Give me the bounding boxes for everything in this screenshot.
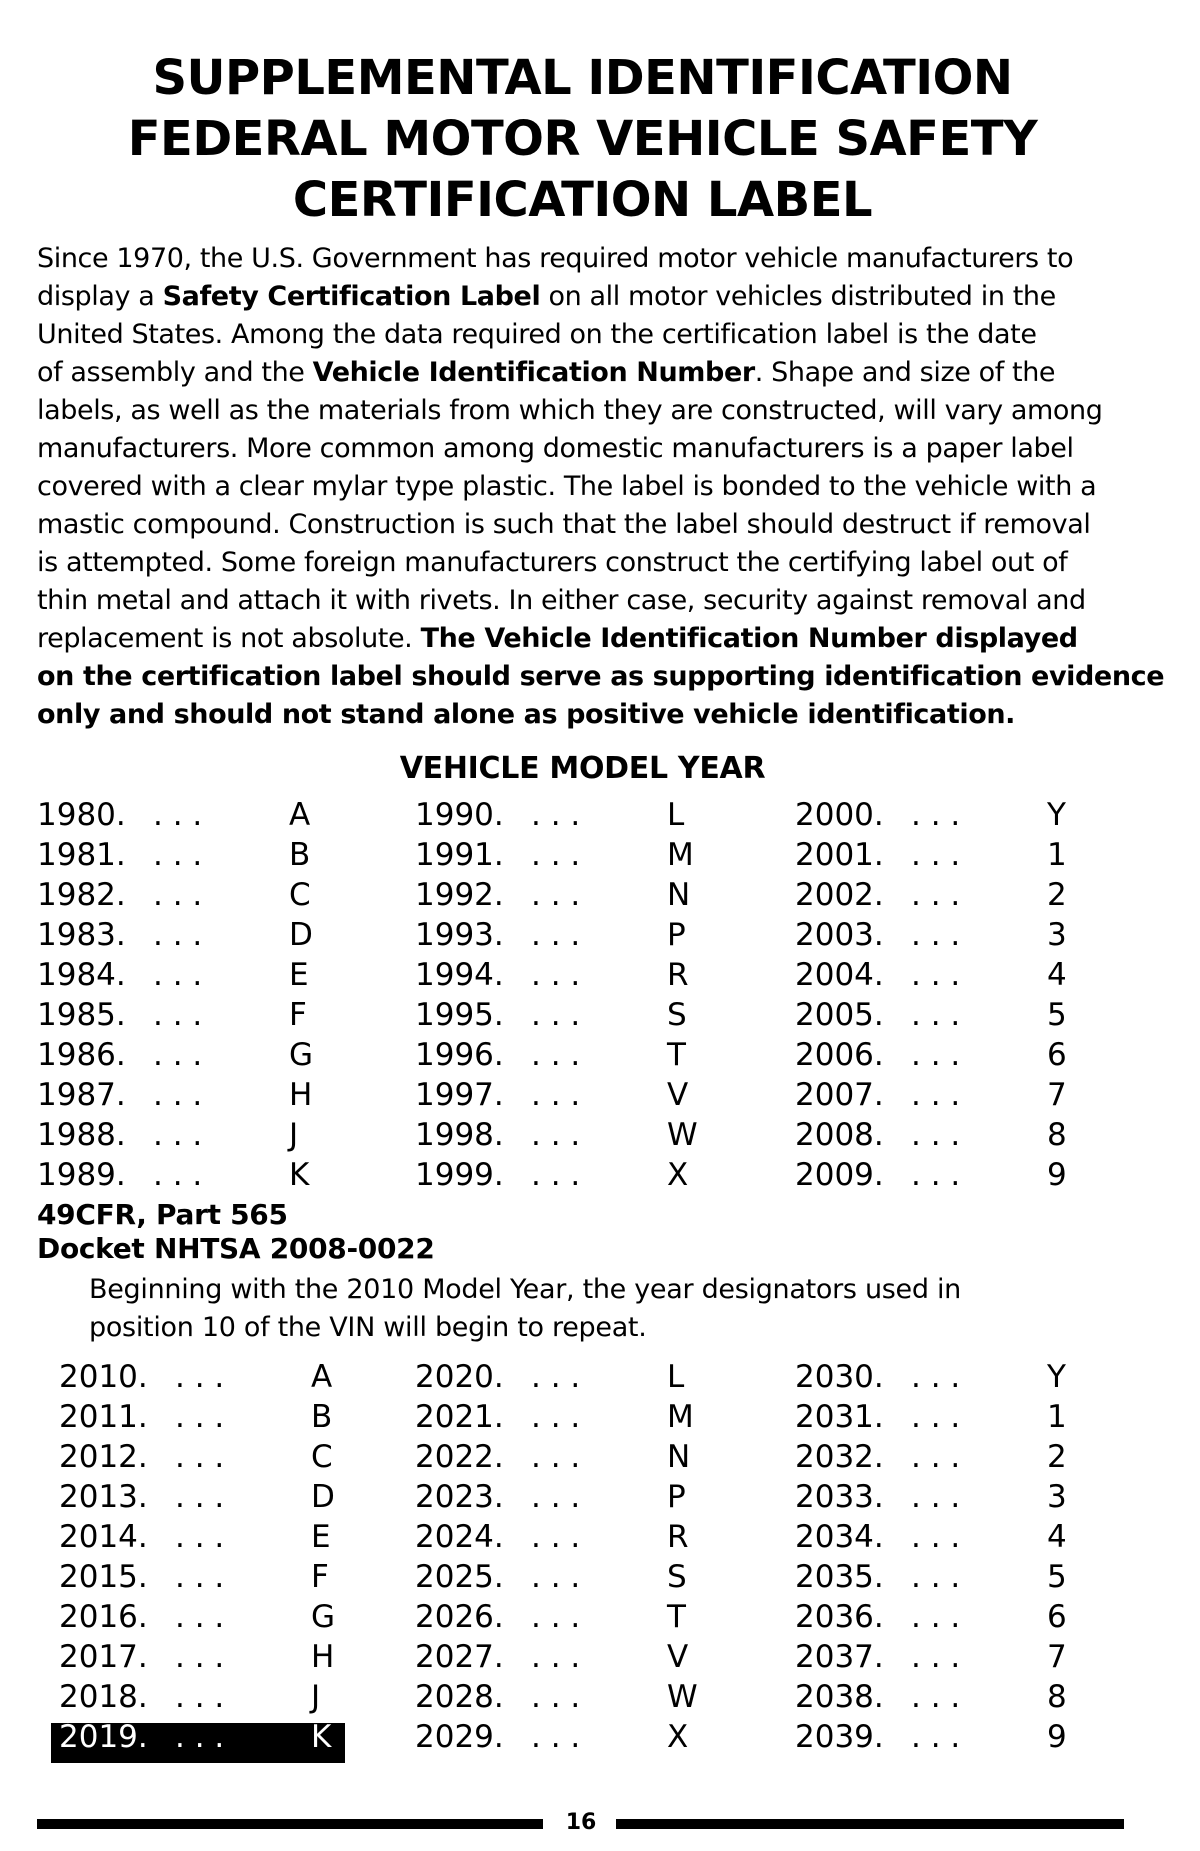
vin-year-code: K (311, 1719, 332, 1755)
section-heading: VEHICLE MODEL YEAR (399, 751, 766, 786)
leader-dots: . . . (175, 1559, 225, 1595)
model-year: 1989. (37, 1157, 126, 1193)
year-row (795, 915, 1067, 955)
model-year: 2016. (59, 1599, 148, 1635)
year-column (795, 795, 1067, 1195)
vin-year-code: R (667, 1519, 689, 1555)
intro-text: . Shape and size of the (754, 357, 1056, 388)
year-column (795, 1357, 1067, 1757)
year-column (415, 795, 698, 1195)
model-year: 2015. (59, 1559, 148, 1595)
year-row (415, 1397, 694, 1437)
vin-year-code: T (667, 1599, 686, 1635)
model-year: 2034. (795, 1519, 884, 1555)
model-year: 2032. (795, 1439, 884, 1475)
vin-year-code: S (667, 997, 687, 1033)
year-row (59, 1357, 333, 1397)
vin-year-code: Y (1047, 797, 1066, 833)
leader-dots: . . . (531, 1479, 581, 1515)
leader-dots: . . . (911, 1439, 961, 1475)
vin-year-code: 6 (1047, 1599, 1067, 1635)
model-year: 2019. (59, 1719, 148, 1755)
intro-line: thin metal and attach it with rivets. In either case, security against removal and (37, 585, 1086, 616)
model-year: 1996. (415, 1037, 504, 1073)
vin-year-code: A (311, 1359, 333, 1395)
model-year: 1994. (415, 957, 504, 993)
model-year: 2001. (795, 837, 884, 873)
model-year: 1985. (37, 997, 126, 1033)
model-year: 2013. (59, 1479, 148, 1515)
model-year: 2029. (415, 1719, 504, 1755)
year-row (795, 1557, 1067, 1597)
leader-dots: . . . (531, 997, 581, 1033)
leader-dots: . . . (911, 797, 961, 833)
vin-year-code: F (289, 997, 307, 1033)
vin-year-code: 3 (1047, 917, 1067, 953)
intro-bold-line: only and should not stand alone as positive vehicle identification. (37, 699, 1016, 730)
leader-dots: . . . (911, 957, 961, 993)
leader-dots: . . . (175, 1359, 225, 1395)
intro-text: of assembly and the (37, 357, 313, 388)
year-row (415, 1357, 685, 1397)
intro-text: replacement is not absolute. (37, 623, 421, 654)
year-row (795, 1677, 1067, 1717)
year-column (37, 795, 314, 1195)
year-row (415, 1115, 698, 1155)
intro-line: is attempted. Some foreign manufacturers construct the certifying label out of (37, 547, 1068, 578)
leader-dots: . . . (911, 917, 961, 953)
model-year: 2014. (59, 1519, 148, 1555)
leader-dots: . . . (911, 1679, 961, 1715)
leader-dots: . . . (153, 837, 203, 873)
leader-dots: . . . (531, 877, 581, 913)
model-year: 1988. (37, 1117, 126, 1153)
page-number: 16 (565, 1810, 597, 1835)
year-row (795, 1637, 1067, 1677)
vin-year-code: N (667, 877, 691, 913)
intro-line: Since 1970, the U.S. Government has required motor vehicle manufacturers to (37, 243, 1074, 274)
leader-dots: . . . (531, 1399, 581, 1435)
model-year: 1987. (37, 1077, 126, 1113)
year-row-highlighted (59, 1717, 332, 1757)
vin-year-code: D (311, 1479, 335, 1515)
leader-dots: . . . (911, 997, 961, 1033)
vin-year-code: 1 (1047, 1399, 1067, 1435)
note-line-2: position 10 of the VIN will begin to repeat. (89, 1312, 647, 1343)
leader-dots: . . . (911, 1037, 961, 1073)
vin-year-code: L (667, 797, 685, 833)
model-year: 2033. (795, 1479, 884, 1515)
vin-year-code: W (667, 1679, 698, 1715)
year-row (415, 875, 691, 915)
leader-dots: . . . (153, 1117, 203, 1153)
model-year: 2003. (795, 917, 884, 953)
intro-line: manufacturers. More common among domestic manufacturers is a paper label (37, 433, 1074, 464)
leader-dots: . . . (175, 1439, 225, 1475)
year-row (415, 1517, 689, 1557)
year-column (59, 1357, 336, 1757)
vin-year-code: C (311, 1439, 333, 1475)
vin-year-code: X (667, 1719, 689, 1755)
year-row (415, 955, 689, 995)
year-row (415, 1075, 689, 1115)
year-row (37, 1035, 314, 1075)
vin-year-code: F (311, 1559, 329, 1595)
leader-dots: . . . (911, 1157, 961, 1193)
model-year: 2025. (415, 1559, 504, 1595)
leader-dots: . . . (175, 1399, 225, 1435)
vin-year-code: 9 (1047, 1719, 1067, 1755)
leader-dots: . . . (531, 1519, 581, 1555)
note-line-1: Beginning with the 2010 Model Year, the year designators used in (89, 1274, 961, 1305)
model-year: 2031. (795, 1399, 884, 1435)
model-year: 2020. (415, 1359, 504, 1395)
intro-bold-text: Safety Certification Label (162, 281, 541, 312)
model-year: 2023. (415, 1479, 504, 1515)
model-year: 1981. (37, 837, 126, 873)
leader-dots: . . . (911, 1599, 961, 1635)
model-year: 1998. (415, 1117, 504, 1153)
vin-year-code: 9 (1047, 1157, 1067, 1193)
year-row (37, 835, 311, 875)
year-row (795, 1357, 1066, 1397)
model-year: 1995. (415, 997, 504, 1033)
year-row (37, 1115, 297, 1155)
model-year: 1991. (415, 837, 504, 873)
intro-line: covered with a clear mylar type plastic. The label is bonded to the vehicle with a (37, 471, 1097, 502)
title-line-2: FEDERAL MOTOR VEHICLE SAFETY (127, 111, 1038, 167)
title-line-3: CERTIFICATION LABEL (292, 172, 873, 228)
model-year: 1983. (37, 917, 126, 953)
vin-year-code: P (667, 1479, 686, 1515)
model-year: 2010. (59, 1359, 148, 1395)
repeat-note (89, 1271, 1139, 1347)
vin-year-code: R (667, 957, 689, 993)
model-year: 1990. (415, 797, 504, 833)
regulation-reference (37, 1198, 435, 1266)
page-title (0, 48, 1165, 231)
leader-dots: . . . (153, 1037, 203, 1073)
model-year: 2009. (795, 1157, 884, 1193)
model-year: 2017. (59, 1639, 148, 1675)
model-year: 2002. (795, 877, 884, 913)
model-year: 2035. (795, 1559, 884, 1595)
model-year: 2018. (59, 1679, 148, 1715)
intro-line (37, 278, 1137, 316)
year-row (415, 795, 685, 835)
title-line-1: SUPPLEMENTAL IDENTIFICATION (152, 50, 1013, 106)
model-year: 2022. (415, 1439, 504, 1475)
leader-dots: . . . (531, 1719, 581, 1755)
model-year: 1986. (37, 1037, 126, 1073)
year-row (37, 955, 309, 995)
leader-dots: . . . (911, 1359, 961, 1395)
model-year: 2000. (795, 797, 884, 833)
leader-dots: . . . (153, 997, 203, 1033)
leader-dots: . . . (153, 917, 203, 953)
leader-dots: . . . (153, 797, 203, 833)
leader-dots: . . . (153, 1157, 203, 1193)
year-row (795, 1517, 1067, 1557)
leader-dots: . . . (531, 1157, 581, 1193)
model-year: 2037. (795, 1639, 884, 1675)
leader-dots: . . . (911, 1719, 961, 1755)
model-year: 1984. (37, 957, 126, 993)
vin-year-code: D (289, 917, 313, 953)
year-row (795, 835, 1067, 875)
vin-year-code: A (289, 797, 311, 833)
vin-year-code: G (289, 1037, 314, 1073)
intro-line: labels, as well as the materials from which they are constructed, will vary among (37, 395, 1103, 426)
intro-line: mastic compound. Construction is such that the label should destruct if removal (37, 509, 1091, 540)
year-row (415, 1717, 689, 1757)
vin-year-code: 6 (1047, 1037, 1067, 1073)
vin-year-code: 1 (1047, 837, 1067, 873)
year-row (59, 1557, 329, 1597)
year-row (795, 1397, 1067, 1437)
year-row (795, 1155, 1067, 1195)
year-row (795, 1075, 1067, 1115)
leader-dots: . . . (531, 1559, 581, 1595)
vin-year-code: 2 (1047, 1439, 1067, 1475)
leader-dots: . . . (531, 837, 581, 873)
vin-year-code: 5 (1047, 997, 1067, 1033)
model-year: 2006. (795, 1037, 884, 1073)
model-year: 2028. (415, 1679, 504, 1715)
year-row (37, 915, 313, 955)
footer-rule-right (616, 1819, 1124, 1829)
model-year: 1992. (415, 877, 504, 913)
vin-year-code: M (667, 837, 694, 873)
intro-bold-text: The Vehicle Identification Number displayed (420, 623, 1078, 654)
model-year: 2007. (795, 1077, 884, 1113)
leader-dots: . . . (911, 877, 961, 913)
year-row (37, 795, 311, 835)
vin-year-code: V (667, 1077, 689, 1113)
vin-year-code: K (289, 1157, 310, 1193)
leader-dots: . . . (175, 1519, 225, 1555)
footer-rule-left (37, 1819, 543, 1829)
leader-dots: . . . (531, 1037, 581, 1073)
intro-text: display a (37, 281, 163, 312)
model-year: 1997. (415, 1077, 504, 1113)
year-row (415, 1155, 689, 1195)
intro-line (37, 354, 1137, 392)
model-year: 2026. (415, 1599, 504, 1635)
leader-dots: . . . (911, 837, 961, 873)
vin-year-code: X (667, 1157, 689, 1193)
year-row (415, 915, 686, 955)
model-year: 1999. (415, 1157, 504, 1193)
year-row (59, 1597, 336, 1637)
leader-dots: . . . (175, 1479, 225, 1515)
year-row (795, 1035, 1067, 1075)
year-column (415, 1357, 698, 1757)
intro-paragraph (37, 240, 1165, 734)
vin-year-code: H (289, 1077, 313, 1113)
leader-dots: . . . (153, 1077, 203, 1113)
leader-dots: . . . (153, 957, 203, 993)
model-year: 2005. (795, 997, 884, 1033)
vin-year-code: 5 (1047, 1559, 1067, 1595)
leader-dots: . . . (531, 1077, 581, 1113)
vin-year-code: B (311, 1399, 333, 1435)
intro-line: United States. Among the data required on the certification label is the date (37, 319, 1037, 350)
leader-dots: . . . (531, 957, 581, 993)
year-row (795, 955, 1067, 995)
leader-dots: . . . (531, 1117, 581, 1153)
vin-year-code: T (667, 1037, 686, 1073)
year-row (415, 1637, 689, 1677)
model-year: 2036. (795, 1599, 884, 1635)
year-row (415, 1437, 691, 1477)
vin-year-code: S (667, 1559, 687, 1595)
intro-line (37, 620, 1137, 658)
leader-dots: . . . (911, 1639, 961, 1675)
model-year: 2027. (415, 1639, 504, 1675)
vin-year-code: N (667, 1439, 691, 1475)
vin-year-code: C (289, 877, 311, 913)
vin-year-code: 4 (1047, 957, 1067, 993)
regulation-line-1: 49CFR, Part 565 (37, 1198, 288, 1231)
vin-year-code: 4 (1047, 1519, 1067, 1555)
year-row (415, 1035, 686, 1075)
model-year: 2039. (795, 1719, 884, 1755)
year-row (795, 1437, 1067, 1477)
year-row (795, 795, 1066, 835)
leader-dots: . . . (153, 877, 203, 913)
model-year: 1980. (37, 797, 126, 833)
vin-year-code: 3 (1047, 1479, 1067, 1515)
year-row (59, 1677, 319, 1717)
year-row (415, 835, 694, 875)
year-row (795, 995, 1067, 1035)
year-row (37, 1155, 310, 1195)
vin-year-code: W (667, 1117, 698, 1153)
leader-dots: . . . (175, 1719, 225, 1755)
leader-dots: . . . (911, 1399, 961, 1435)
intro-text: on all motor vehicles distributed in the (540, 281, 1056, 312)
year-row (59, 1397, 333, 1437)
year-row (37, 995, 307, 1035)
year-row (59, 1637, 335, 1677)
model-year: 2004. (795, 957, 884, 993)
year-row (795, 1717, 1067, 1757)
model-year: 1993. (415, 917, 504, 953)
vin-year-code: 7 (1047, 1639, 1067, 1675)
year-row (415, 1677, 698, 1717)
vin-year-code: 8 (1047, 1117, 1067, 1153)
year-row (795, 875, 1067, 915)
leader-dots: . . . (175, 1679, 225, 1715)
leader-dots: . . . (531, 917, 581, 953)
year-row (795, 1477, 1067, 1517)
leader-dots: . . . (531, 1439, 581, 1475)
leader-dots: . . . (175, 1599, 225, 1635)
model-year: 2011. (59, 1399, 148, 1435)
intro-bold-line: on the certification label should serve as supporting identification evidence (37, 661, 1165, 692)
intro-bold-text: Vehicle Identification Number (312, 357, 755, 388)
leader-dots: . . . (911, 1117, 961, 1153)
vin-year-code: P (667, 917, 686, 953)
year-row (415, 1557, 687, 1597)
vin-year-code: B (289, 837, 311, 873)
leader-dots: . . . (531, 797, 581, 833)
vin-year-code: M (667, 1399, 694, 1435)
vin-year-code: V (667, 1639, 689, 1675)
model-year: 2012. (59, 1439, 148, 1475)
vin-year-code: J (289, 1117, 299, 1153)
model-year: 1982. (37, 877, 126, 913)
leader-dots: . . . (531, 1679, 581, 1715)
year-row (415, 995, 687, 1035)
year-row (415, 1597, 686, 1637)
vin-year-code: L (667, 1359, 685, 1395)
model-year: 2008. (795, 1117, 884, 1153)
year-row (795, 1115, 1067, 1155)
vin-year-code: 7 (1047, 1077, 1067, 1113)
vin-year-code: E (289, 957, 309, 993)
vin-year-code: G (311, 1599, 336, 1635)
year-row (37, 1075, 313, 1115)
year-row (59, 1477, 335, 1517)
vin-year-code: Y (1047, 1359, 1066, 1395)
leader-dots: . . . (531, 1599, 581, 1635)
regulation-line-2: Docket NHTSA 2008-0022 (37, 1232, 435, 1265)
vin-year-code: E (311, 1519, 331, 1555)
year-row (59, 1437, 333, 1477)
year-row (59, 1517, 331, 1557)
model-year: 2024. (415, 1519, 504, 1555)
year-row (795, 1597, 1067, 1637)
model-year: 2021. (415, 1399, 504, 1435)
leader-dots: . . . (911, 1479, 961, 1515)
year-row (37, 875, 311, 915)
model-year: 2038. (795, 1679, 884, 1715)
leader-dots: . . . (911, 1077, 961, 1113)
leader-dots: . . . (911, 1559, 961, 1595)
leader-dots: . . . (911, 1519, 961, 1555)
leader-dots: . . . (531, 1639, 581, 1675)
vin-year-code: J (311, 1679, 321, 1715)
vin-year-code: H (311, 1639, 335, 1675)
model-year: 2030. (795, 1359, 884, 1395)
vin-year-code: 8 (1047, 1679, 1067, 1715)
leader-dots: . . . (531, 1359, 581, 1395)
year-row (415, 1477, 686, 1517)
vin-year-code: 2 (1047, 877, 1067, 913)
leader-dots: . . . (175, 1639, 225, 1675)
